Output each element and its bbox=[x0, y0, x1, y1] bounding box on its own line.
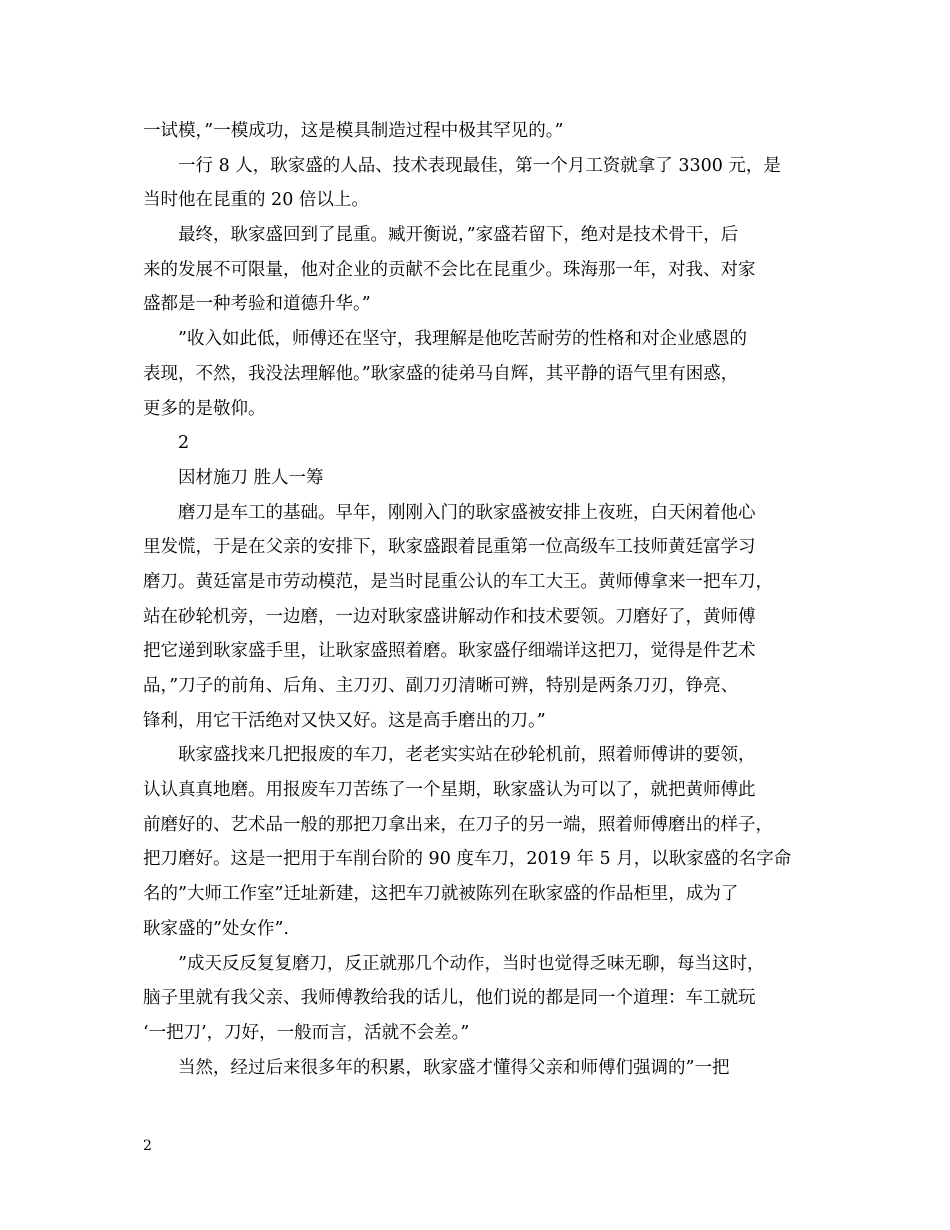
text-line: 磨刀是车工的基础。早年，刚刚入门的耿家盛被安排上夜班，白天闲着他心 bbox=[178, 502, 756, 523]
text-line: 里发慌，于是在父亲的安排下，耿家盛跟着昆重第一位高级车工技师黄廷富学习 bbox=[143, 537, 756, 558]
text-line: 2 bbox=[178, 433, 190, 454]
text-line: 锋利，用它干活绝对又快又好。这是高手磨出的刀。” bbox=[143, 710, 546, 731]
text-line: 耿家盛找来几把报废的车刀，老老实实站在砂轮机前，照着师傅讲的要领， bbox=[178, 745, 756, 766]
text-line: 前磨好的、艺术品一般的那把刀拿出来，在刀子的另一端，照着师傅磨出的样子， bbox=[143, 814, 773, 835]
body-text bbox=[143, 114, 811, 1085]
text-line: 盛都是一种考验和道德升华。” bbox=[143, 294, 371, 315]
text-line: ”成天反反复复磨刀，反正就那几个动作，当时也觉得乏味无聊，每当这时， bbox=[178, 953, 765, 974]
page-number: 2 bbox=[143, 1138, 152, 1154]
text-line: 耿家盛的”处女作”. bbox=[143, 918, 289, 939]
text-line: 因材施刀 胜人一筹 bbox=[178, 467, 324, 488]
text-line: 一行 8 人，耿家盛的人品、技术表现最佳，第一个月工资就拿了 3300 元，是 bbox=[178, 155, 781, 176]
text-line: 把刀磨好。这是一把用于车削台阶的 90 度车刀，2019 年 5 月，以耿家盛的名字命 bbox=[143, 849, 792, 870]
text-line: 一试模，”一模成功，这是模具制造过程中极其罕见的。” bbox=[143, 121, 564, 141]
text-line: 最终，耿家盛回到了昆重。臧开衡说，”家盛若留下，绝对是技术骨干，后 bbox=[178, 225, 739, 246]
text-line: 当然，经过后来很多年的积累，耿家盛才懂得父亲和师傅们强调的”一把 bbox=[178, 1057, 730, 1078]
text-line: 把它递到耿家盛手里，让耿家盛照着磨。耿家盛仔细端详这把刀，觉得是件艺术 bbox=[143, 641, 756, 662]
text-line: 磨刀。黄廷富是市劳动模范，是当时昆重公认的车工大王。黄师傅拿来一把车刀， bbox=[143, 571, 773, 592]
text-line: 当时他在昆重的 20 倍以上。 bbox=[143, 190, 369, 211]
text-line: ”收入如此低，师傅还在坚守，我理解是他吃苦耐劳的性格和对企业感恩的 bbox=[178, 329, 747, 350]
text-line: 站在砂轮机旁，一边磨，一边对耿家盛讲解动作和技术要领。刀磨好了，黄师傅 bbox=[143, 606, 756, 627]
text-line: 更多的是敬仰。 bbox=[143, 398, 266, 419]
text-line: 品，”刀子的前角、后角、主刀刃、副刀刃清晰可辨，特别是两条刀刃，铮亮、 bbox=[143, 676, 739, 696]
text-line: ‘一把刀’，刀好，一般而言，活就不会差。” bbox=[143, 1022, 470, 1043]
text-line: 来的发展不可限量，他对企业的贡献不会比在昆重少。珠海那一年，对我、对家 bbox=[143, 259, 756, 280]
text-line: 名的”大师工作室”迁址新建，这把车刀就被陈列在耿家盛的作品柜里，成为了 bbox=[143, 884, 739, 905]
text-line: 脑子里就有我父亲、我师傅教给我的话儿，他们说的都是同一个道理：车工就玩 bbox=[143, 988, 756, 1009]
text-line: 表现，不然，我没法理解他。”耿家盛的徒弟马自辉，其平静的语气里有困惑， bbox=[143, 363, 739, 384]
text-line: 认认真真地磨。用报废车刀苦练了一个星期，耿家盛认为可以了，就把黄师傅此 bbox=[143, 780, 756, 801]
